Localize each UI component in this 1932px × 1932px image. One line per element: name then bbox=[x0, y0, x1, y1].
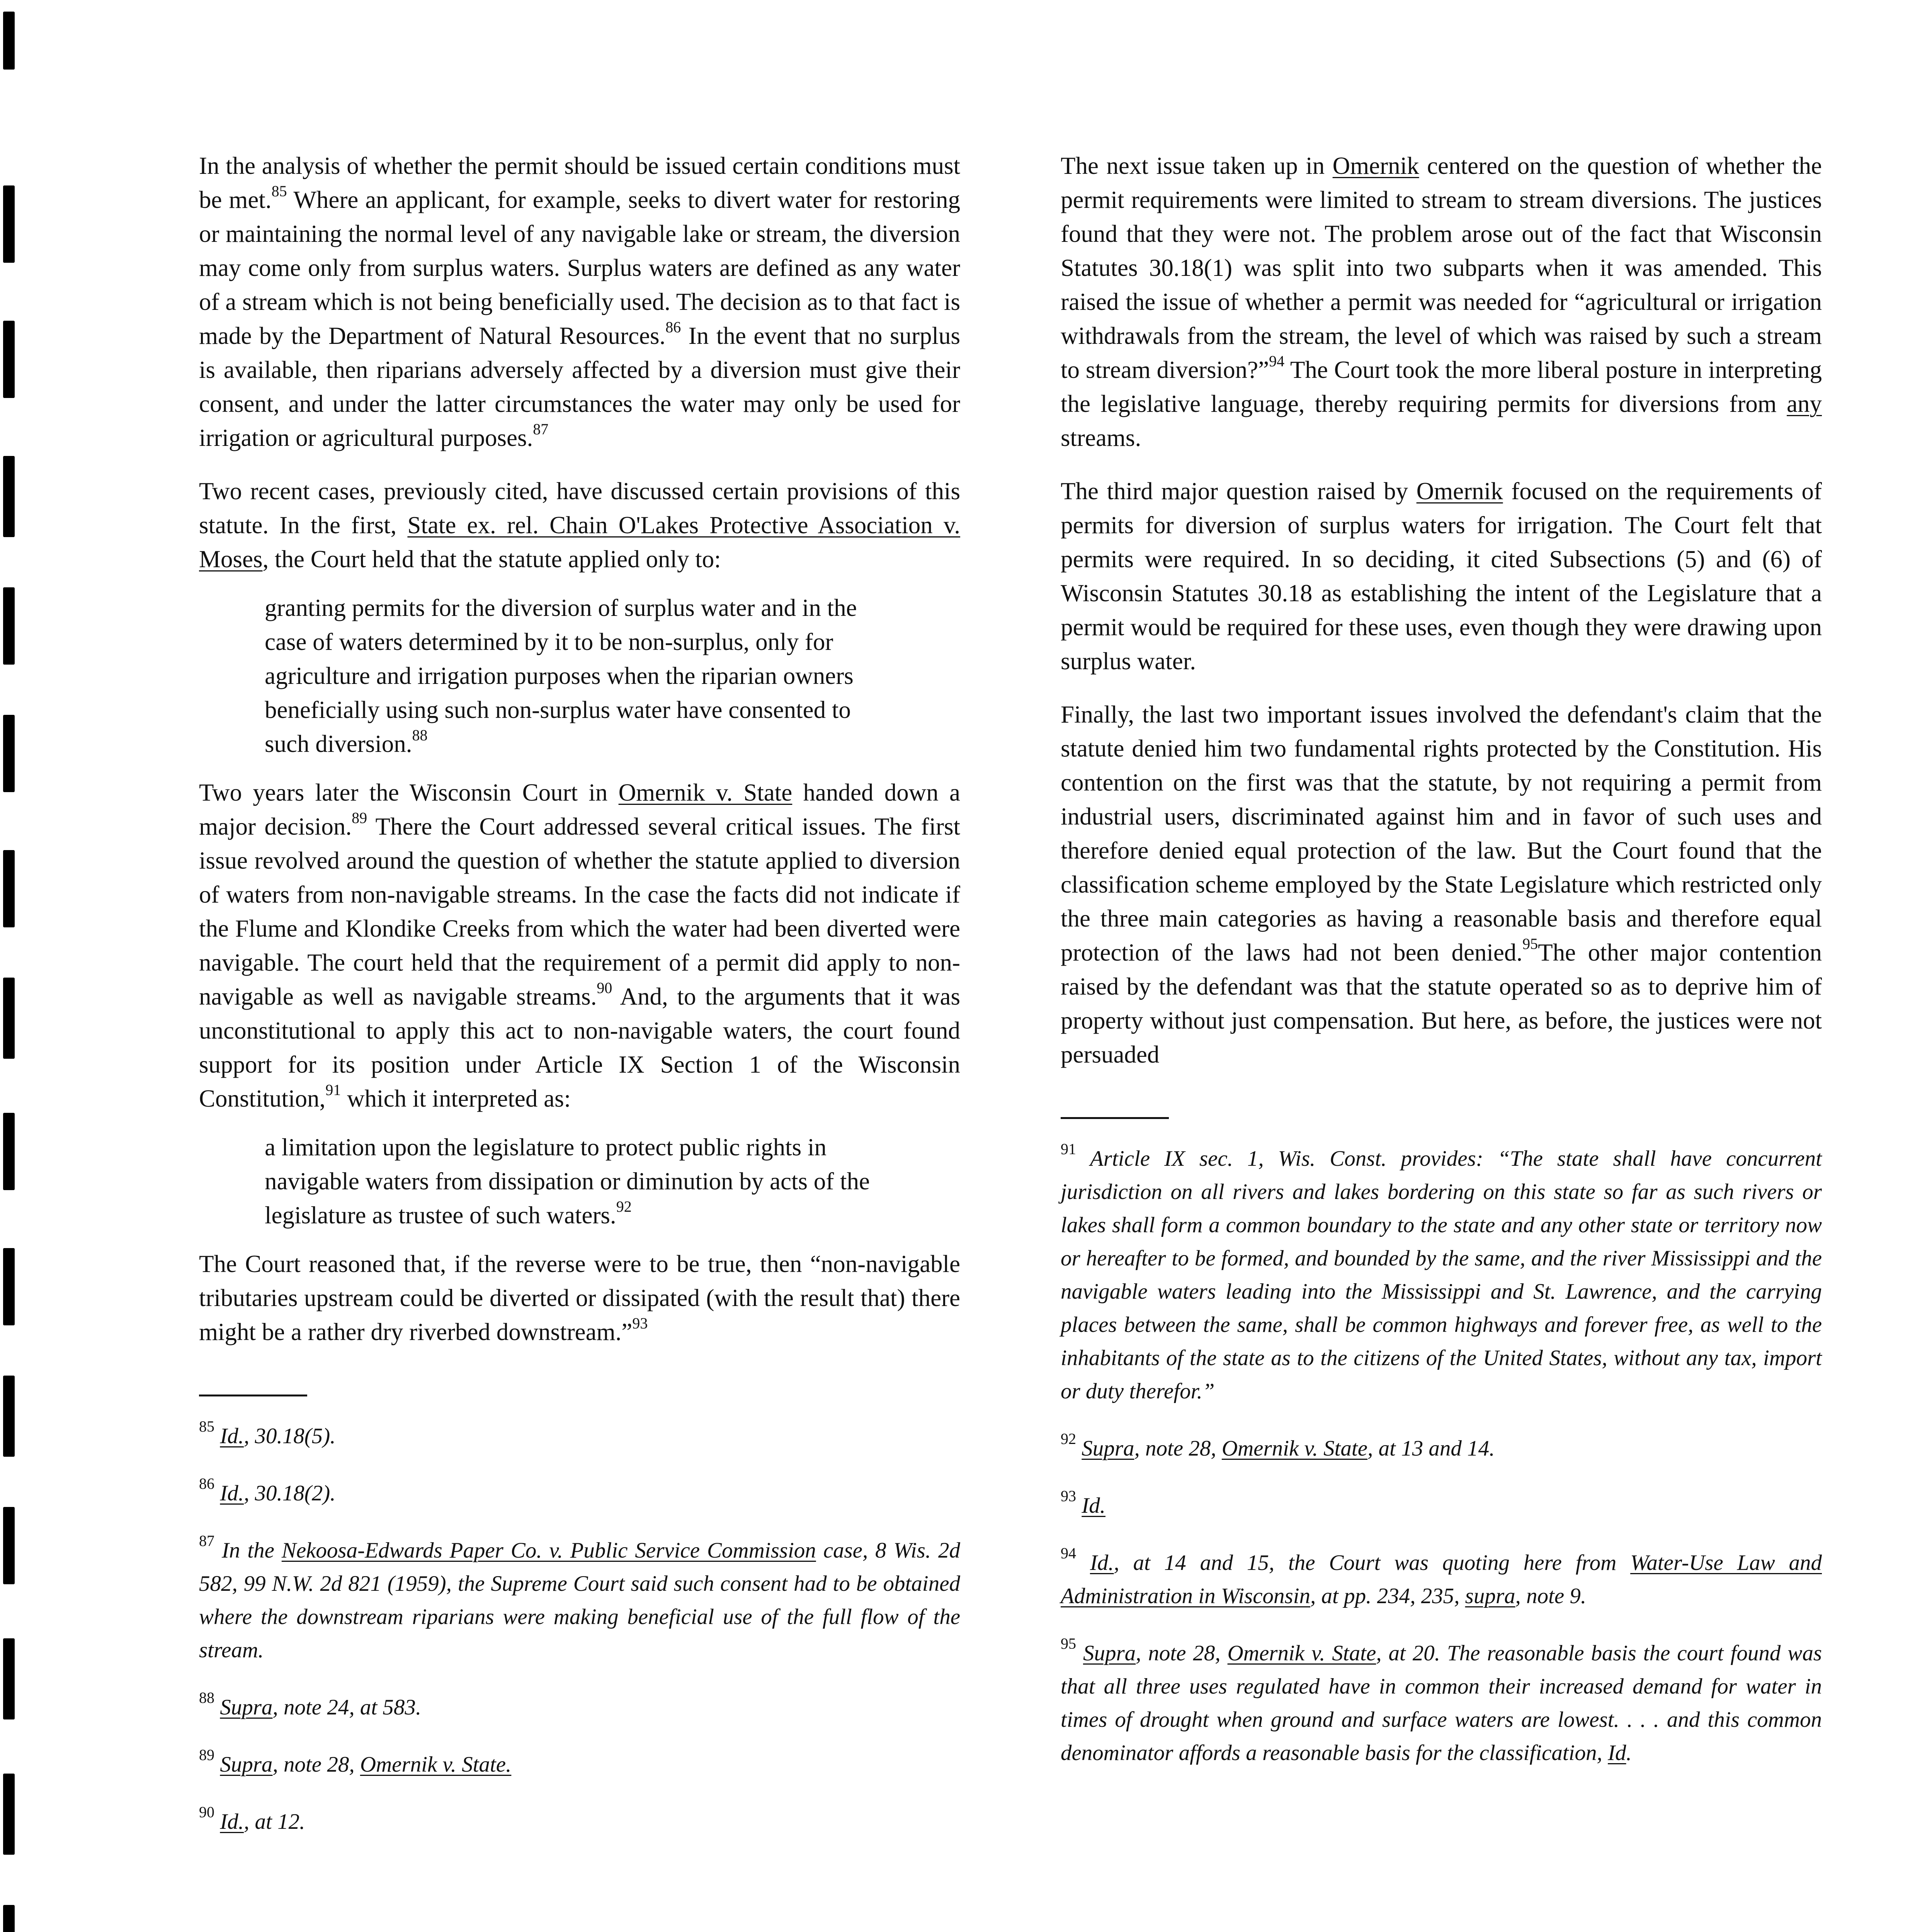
footnote: $^{86}$ Id., 30.18(2). bbox=[199, 1475, 336, 1505]
binding-mark bbox=[3, 321, 15, 398]
footnote: $^{95}$ Supra, note 28, Omernik v. State, at 20. The reasonable basis the court found was that all three uses regulated have in common their increased demand for water in times of drought when ground and surface waters are lowest. . . . and this common denominator affords a reasonable basis for the classification, Id. bbox=[1061, 1635, 1822, 1765]
footnote-ref: 95 bbox=[1522, 935, 1538, 952]
binding-mark bbox=[3, 1376, 15, 1457]
binding-mark bbox=[3, 12, 15, 70]
block-quote: granting permits for the diversion of surplus water and in the case of waters determined by it to be non-surplus, only for agriculture and irrigation purposes when the riparian owners beneficially using such non-surplus water have consented to such diversion.$^{88}$ bbox=[265, 594, 857, 757]
footnote: $^{90}$ Id., at 12. bbox=[199, 1803, 305, 1834]
footnote-ref: 89 bbox=[352, 809, 367, 827]
right-column bbox=[1061, 149, 1822, 1794]
footnote-divider bbox=[199, 1395, 307, 1396]
binding-mark bbox=[3, 1507, 15, 1584]
footnote-ref: 93 bbox=[632, 1315, 648, 1332]
binding-mark bbox=[3, 1248, 15, 1325]
paragraph: Two years later the Wisconsin Court in Omernik v. State handed down a major decision.$^{89}$ There the Court addressed several critical issues. The first issue revolved around the question of whether the statute applied to diversion of waters from non-navigable streams. In the case the facts did not indicate if the Flume and Klondike Creeks from which the water had been diverted were navigable. The court held that the requirement of a permit did apply to non-navigable as well as navigable streams.$^{90}$ And, to the arguments that it was unconstitutional to apply this act to non-navigable waters, the court found support for its position under Article IX Section 1 of the Wisconsin Constitution,$^{91}$ which it interpreted as: bbox=[199, 779, 960, 1112]
binding-mark bbox=[3, 1905, 15, 1932]
binding-mark bbox=[3, 185, 15, 263]
footnote-ref: 90 bbox=[597, 979, 612, 997]
binding-mark bbox=[3, 1774, 15, 1855]
binding-mark bbox=[3, 978, 15, 1059]
binding-mark bbox=[3, 850, 15, 927]
block-quote: a limitation upon the legislature to protect public rights in navigable waters from dissipation or diminution by acts of the legislature as trustee of such waters.$^{92}$ bbox=[265, 1134, 870, 1229]
paragraph: The next issue taken up in Omernik centered on the question of whether the permit requirements were limited to stream to stream diversions. The justices found that they were not. The problem arose out of the fact that Wisconsin Statutes 30.18(1) was split into two subparts when it was amended. This raised the issue of whether a permit was needed for “agricultural or irrigation withdrawals from the stream, the level of which was raised by such a stream to stream diversion?”$^{94}$ The Court took the more liberal posture in interpreting the legislative language, thereby requiring permits for diversions from any streams. bbox=[1061, 152, 1822, 451]
binding-mark bbox=[3, 587, 15, 665]
case-citation: Omernik v. State bbox=[618, 779, 793, 806]
footnote: $^{94}$ Id., at 14 and 15, the Court was quoting here from Water-Use Law and Administration in Wisconsin, at pp. 234, 235, supra, note 9. bbox=[1061, 1544, 1822, 1608]
footnote-ref: 88 bbox=[412, 726, 428, 744]
footnote: $^{85}$ Id., 30.18(5). bbox=[199, 1418, 336, 1448]
footnote-ref: 94 bbox=[1269, 352, 1285, 370]
binding-mark bbox=[3, 1113, 15, 1190]
footnote-ref: 92 bbox=[616, 1198, 632, 1215]
footnote: $^{88}$ Supra, note 24, at 583. bbox=[199, 1689, 422, 1719]
footnote: $^{87}$ In the Nekoosa-Edwards Paper Co. v. Public Service Commission case, 8 Wis. 2d 582, 99 N.W. 2d 821 (1959), the Supreme Court said such consent had to be obtained where the downstream riparians were making beneficial use of the full flow of the stream. bbox=[199, 1532, 960, 1662]
left-column bbox=[199, 149, 960, 1862]
binding-mark bbox=[3, 456, 15, 537]
footnote-ref: 85 bbox=[271, 182, 287, 200]
paragraph: The Court reasoned that, if the reverse were to be true, then “non-navigable tributaries upstream could be diverted or dissipated (with the result that) there might be a rather dry riverbed downstream.”$^{93}$ bbox=[199, 1250, 960, 1345]
footnote: $^{93}$ Id. bbox=[1061, 1487, 1105, 1518]
paragraph: The third major question raised by Omernik focused on the requirements of permits for diversion of surplus waters for irrigation. The Court felt that permits were required. In so deciding, it cited Subsections (5) and (6) of Wisconsin Statutes 30.18 as establishing the intent of the Legislature that a permit would be required for these uses, even though they were drawing upon surplus water. bbox=[1061, 478, 1822, 675]
case-citation: Omernik bbox=[1332, 152, 1419, 179]
paragraph: Finally, the last two important issues involved the defendant's claim that the statute denied him two fundamental rights protected by the Constitution. His contention on the first was that the statute, by not requiring a permit from industrial users, discriminated against him and in favor of such uses and therefore denied equal protection of the law. But the Court found that the classification scheme employed by the State Legislature which restricted only the three main categories as having a reasonable basis and therefore equal protection of the laws had not been denied.$^{95}$The other major contention raised by the defendant was that the statute operated so as to deprive him of property without just compensation. But here, as before, the justices were not persuaded bbox=[1061, 701, 1822, 1068]
case-citation: Omernik bbox=[1416, 478, 1503, 505]
case-citation: State ex. rel. Chain O'Lakes Protective Association v. Moses bbox=[199, 512, 960, 573]
footnote: $^{92}$ Supra, note 28, Omernik v. State, at 13 and 14. bbox=[1061, 1430, 1495, 1461]
footnote-ref: 91 bbox=[325, 1081, 341, 1099]
footnote-ref: 87 bbox=[533, 420, 549, 438]
paragraph: Two recent cases, previously cited, have discussed certain provisions of this statute. In the first, State ex. rel. Chain O'Lakes Protective Association v. Moses, the Court held that the statute applied only to: bbox=[199, 478, 960, 573]
footnote-divider bbox=[1061, 1117, 1169, 1119]
footnote: $^{91}$ Article IX sec. 1, Wis. Const. provides: “The state shall have concurrent jurisdiction on all rivers and lakes bordering on this state so far as such rivers or lakes shall form a common boundary to the state and any other state or territory now or hereafter to be formed, and bounded by the same, and the river Mississippi and the navigable waters leading into the Mississippi and St. Lawrence, and the carrying places between the same, shall be common highways and forever free, as well to the inhabitants of the state as to the citizens of the United States, without any tax, import or duty therefor.” bbox=[1061, 1140, 1822, 1403]
paragraph: In the analysis of whether the permit should be issued certain conditions must be met.$^{85}$ Where an applicant, for example, seeks to divert water for restoring or maintaining the normal level of any navigable lake or stream, the diversion may come only from surplus waters. Surplus waters are defined as any water of a stream which is not being beneficially used. The decision as to that fact is made by the Department of Natural Resources.$^{86}$ In the event that no surplus is available, then riparians adversely affected by a diversion must give their consent, and under the latter circumstances the water may only be used for irrigation or agricultural purposes.$^{87}$ bbox=[199, 152, 960, 451]
binding-mark bbox=[3, 715, 15, 792]
binding-mark bbox=[3, 1638, 15, 1719]
footnote-ref: 86 bbox=[665, 318, 681, 336]
footnote: $^{89}$ Supra, note 28, Omernik v. State. bbox=[199, 1746, 512, 1777]
